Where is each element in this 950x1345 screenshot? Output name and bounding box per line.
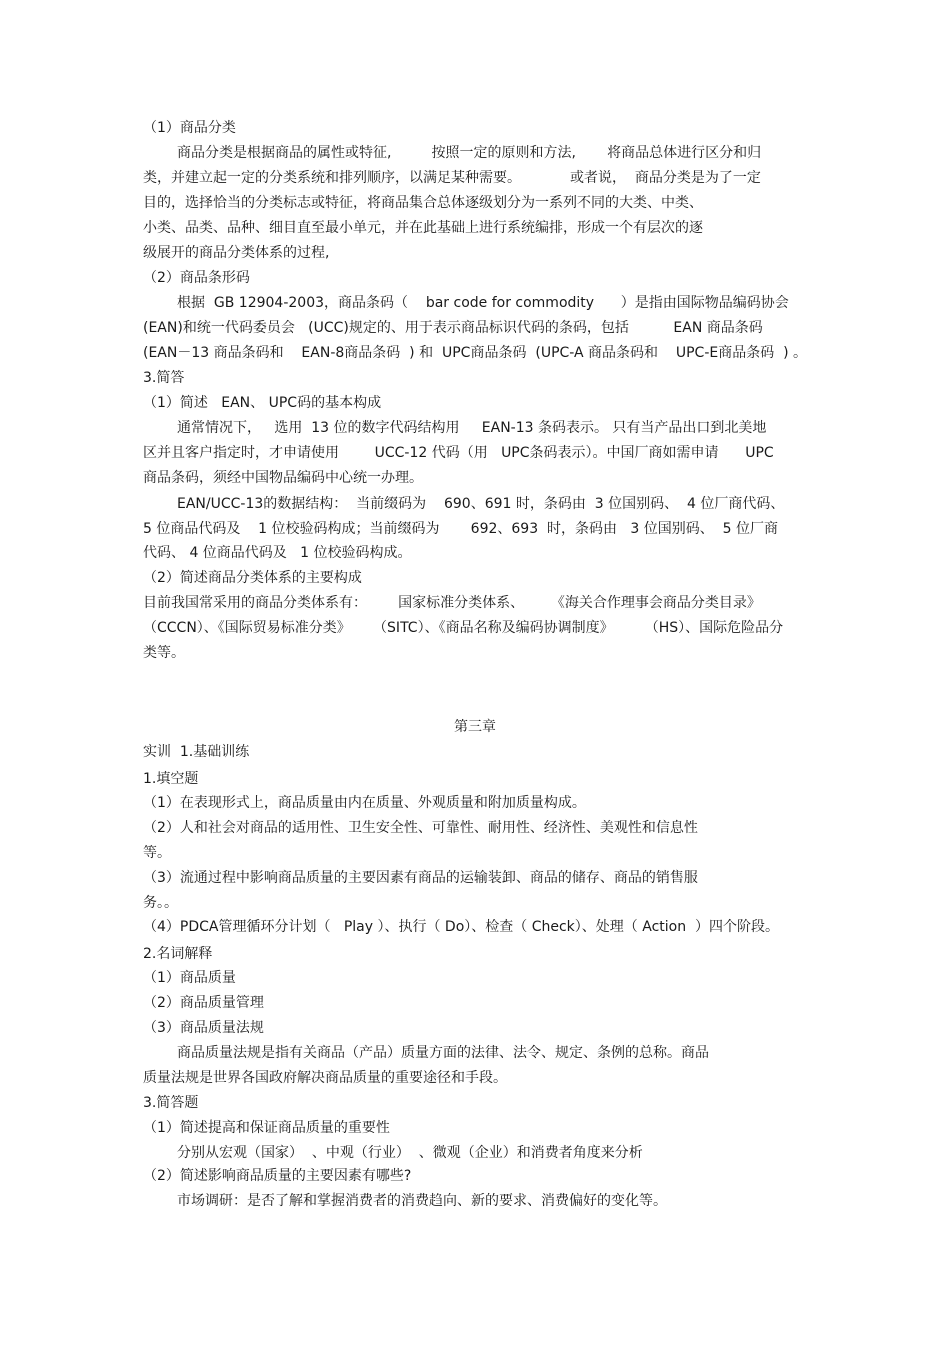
practice-subtitle: 实训 1.基础训练 [143,744,250,760]
paragraph-line: 5 位商品代码及 1 位校验码构成；当前缀码为 692、693 时，条码由 3 位国别码、 5 位厂商 [143,521,778,537]
paragraph-line: 代码、 4 位商品代码及 1 位校验码构成。 [143,545,412,561]
heading-fill-blank: 1.填空题 [143,771,199,787]
paragraph-line: 级展开的商品分类体系的过程, [143,245,330,261]
question-classification-system: （2）简述商品分类体系的主要构成 [143,570,362,586]
heading-short-answer-questions: 3.简答题 [143,1095,199,1111]
paragraph-line: 区并且客户指定时，才申请使用 UCC-12 代码（用 UPC条码表示）。中国厂商如需申请 UPC [143,445,774,461]
paragraph-line: 小类、品类、品种、细目直至最小单元，并在此基础上进行系统编排，形成一个有层次的逐 [143,220,703,236]
paragraph-line: (EAN－13 商品条码和 EAN-8商品条码 ) 和 UPC商品条码 (UPC-A 商品条码和 UPC-E商品条码 ) 。 [143,345,808,361]
paragraph-line: 目前我国常采用的商品分类体系有： 国家标准分类体系、 《海关合作理事会商品分类目录》 [143,595,761,611]
list-item: （1）在表现形式上，商品质量由内在质量、外观质量和附加质量构成。 [143,795,586,811]
list-item: 务。。 [143,895,178,911]
heading-barcode: （2）商品条形码 [143,270,250,286]
heading-product-classification: （1）商品分类 [143,120,236,136]
paragraph-line: 质量法规是世界各国政府解决商品质量的重要途径和手段。 [143,1070,507,1086]
question-ean-upc: （1）简述 EAN、 UPC码的基本构成 [143,395,382,411]
paragraph-line: 商品质量法规是指有关商品（产品）质量方面的法律、法令、规定、条例的总称。商品 [177,1045,709,1061]
paragraph-line: 根据 GB 12904-2003，商品条码（ bar code for commodity ）是指由国际物品编码协会 [177,295,789,311]
list-item: 等。 [143,845,171,861]
list-item: （2）人和社会对商品的适用性、卫生安全性、可靠性、耐用性、经济性、美观性和信息性 [143,820,698,836]
paragraph-line: 目的，选择恰当的分类标志或特征，将商品集合总体逐级划分为一系列不同的大类、中类、 [143,195,703,211]
heading-terms: 2.名词解释 [143,946,213,962]
list-item: （3）流通过程中影响商品质量的主要因素有商品的运输装卸、商品的储存、商品的销售服 [143,870,698,886]
list-item: （2）商品质量管理 [143,995,264,1011]
paragraph-line: 类等。 [143,645,185,661]
question-quality-importance: （1）简述提高和保证商品质量的重要性 [143,1120,390,1136]
paragraph-line: 商品条码，须经中国物品编码中心统一办理。 [143,470,423,486]
question-quality-factors: （2）简述影响商品质量的主要因素有哪些? [143,1168,412,1184]
list-item: （3）商品质量法规 [143,1020,264,1036]
list-item: （4）PDCA管理循环分计划（ Play ）、执行（ Do）、检查（ Check）、处理（ Action ）四个阶段。 [143,919,779,935]
chapter-title: 第三章 [454,719,496,735]
heading-short-answer: 3.简答 [143,370,185,386]
paragraph-line: EAN/UCC-13的数据结构： 当前缀码为 690、691 时，条码由 3 位国别码、 4 位厂商代码、 [177,496,785,512]
answer-line: 分别从宏观（国家） 、中观（行业） 、微观（企业）和消费者角度来分析 [177,1145,643,1161]
paragraph-line: 商品分类是根据商品的属性或特征, 按照一定的原则和方法, 将商品总体进行区分和归 [177,145,762,161]
paragraph-line: （CCCN）、《国际贸易标准分类》 （SITC）、《商品名称及编码协调制度》 （HS）、国际危险品分 [143,620,784,636]
list-item: （1）商品质量 [143,970,236,986]
paragraph-line: 类，并建立起一定的分类系统和排列顺序，以满足某种需要。 或者说， 商品分类是为了一定 [143,170,761,186]
paragraph-line: (EAN)和统一代码委员会 (UCC)规定的、用于表示商品标识代码的条码，包括 EAN 商品条码 [143,320,763,336]
answer-line: 市场调研：是否了解和掌握消费者的消费趋向、新的要求、消费偏好的变化等。 [177,1193,667,1209]
paragraph-line: 通常情况下， 选用 13 位的数字代码结构用 EAN-13 条码表示。 只有当产品出口到北美地 [177,420,767,436]
